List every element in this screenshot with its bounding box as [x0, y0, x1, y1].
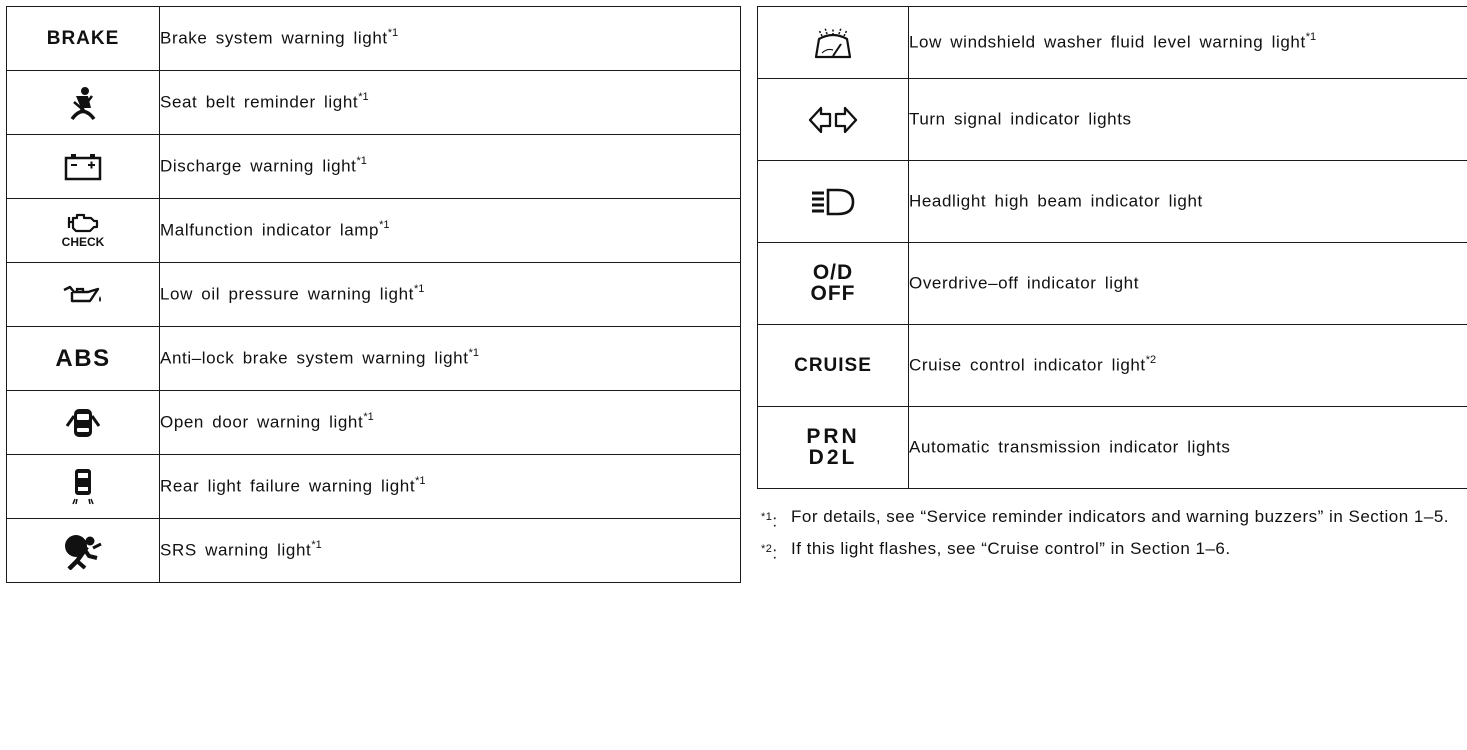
footnote-ref: *1 [1305, 31, 1317, 44]
light-label: Seat belt reminder light [160, 92, 359, 112]
footnote-ref: *1 [358, 91, 369, 104]
table-row [758, 79, 1467, 161]
table-row [758, 407, 1467, 489]
footnote-2 [757, 538, 1467, 563]
abs-text-icon: ABS [7, 327, 160, 391]
table-row [7, 519, 741, 583]
table-row [758, 243, 1467, 325]
footnote-ref: *1 [415, 475, 426, 488]
footnote-1 [757, 506, 1467, 531]
light-label: Anti–lock brake system warning light [160, 348, 469, 368]
warning-lights-table-left [6, 6, 741, 583]
footnote-text: For details, see “Service reminder indicators and warning buzzers” in Section 1–5. [791, 507, 1450, 526]
table-row [7, 391, 741, 455]
footnote-ref: *1 [363, 411, 374, 424]
table-row [7, 455, 741, 519]
rear-light-icon [7, 455, 160, 519]
footnote-mark: $^{*1}$: [761, 511, 778, 531]
battery-icon [7, 135, 160, 199]
cruise-text-icon: CRUISE [758, 325, 909, 407]
check-engine-icon: CHECK [7, 199, 160, 263]
footnote-ref: *1 [379, 219, 390, 232]
light-label: Low oil pressure warning light [160, 284, 414, 304]
table-row [7, 263, 741, 327]
oil-can-icon [7, 263, 160, 327]
light-label: Brake system warning light [160, 28, 388, 48]
brake-text-icon: BRAKE [7, 7, 160, 71]
light-label: SRS warning light [160, 540, 312, 560]
footnote-mark: $^{*2}$: [761, 543, 778, 563]
light-label: Discharge warning light [160, 156, 357, 176]
open-door-icon [7, 391, 160, 455]
srs-airbag-icon [7, 519, 160, 583]
turn-signal-icon [758, 79, 909, 161]
light-label: Low windshield washer fluid level warning light [909, 32, 1306, 52]
table-row [7, 7, 741, 71]
footnote-ref: *1 [468, 347, 479, 360]
washer-fluid-icon [758, 7, 909, 79]
table-row [758, 7, 1467, 79]
table-row [7, 71, 741, 135]
light-label: Malfunction indicator lamp [160, 220, 380, 240]
footnote-ref: *1 [387, 27, 399, 40]
table-row [758, 161, 1467, 243]
table-row [758, 325, 1467, 407]
light-label: Open door warning light [160, 412, 364, 432]
light-label: Automatic transmission indicator lights [909, 437, 1231, 457]
light-label: Headlight high beam indicator light [909, 191, 1203, 211]
prnd2l-text-icon: PRN D2L [758, 407, 909, 489]
footnote-ref: *2 [1145, 354, 1157, 367]
table-row [7, 327, 741, 391]
seat-belt-icon [7, 71, 160, 135]
footnote-ref: *1 [413, 283, 425, 296]
footnote-ref: *1 [311, 539, 322, 552]
high-beam-icon [758, 161, 909, 243]
light-label: Turn signal indicator lights [909, 109, 1132, 129]
footnotes [757, 506, 1467, 570]
footnote-text: If this light flashes, see “Cruise control” in Section 1–6. [791, 539, 1231, 558]
light-label: Cruise control indicator light [909, 355, 1146, 375]
table-row [7, 199, 741, 263]
table-row [7, 135, 741, 199]
warning-lights-table-right [757, 6, 1467, 489]
od-off-text-icon: O/D OFF [758, 243, 909, 325]
light-label: Rear light failure warning light [160, 476, 416, 496]
footnote-ref: *1 [356, 155, 367, 168]
light-label: Overdrive–off indicator light [909, 273, 1140, 293]
